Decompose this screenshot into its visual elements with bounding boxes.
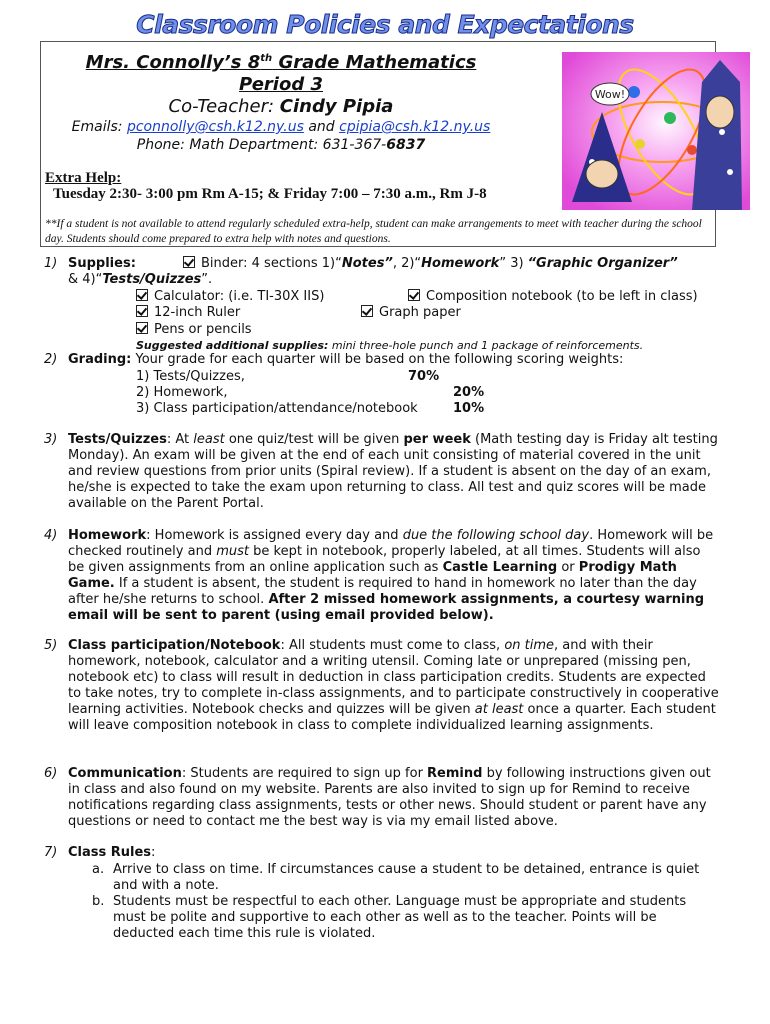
rule-marker: b. bbox=[92, 894, 105, 909]
page-title: Classroom Policies and Expectations bbox=[136, 10, 634, 39]
checkbox-icon bbox=[361, 305, 373, 317]
section-tests: 3) Tests/Quizzes: At least one quiz/test will be given per week (Math testing day is Friday alt testing Monday). An exam will be given at the end of each unit consisting of material covered in the unit and review questions from prior units (Spiral review). If a student is absent on the day of an exam, he/she is expected to take the exam upon returning to class. All test and quiz scores will be made available on the Parent Portal. bbox=[44, 432, 724, 512]
extra-help-times: Tuesday 2:30- 3:00 pm Rm A-15; & Friday 7:00 – 7:30 a.m., Rm J-8 bbox=[53, 186, 487, 202]
section-grading: 2) Grading: Your grade for each quarter will be based on the following scoring weights: 1) Tests/Quizzes, 70% 2) Homework, 20% 3) Class participation/attendance/notebook 10% bbox=[44, 352, 624, 416]
email-link-pipia[interactable]: cpipia@csh.k12.ny.us bbox=[339, 119, 491, 135]
communication-paragraph: Communication: Students are required to sign up for Remind by following instructions given out in class and also found on my website. Parents are also invited to sign up for Remind to receive notifications regarding class assignments, tests or other news. Should student or parent have any questions or need to contact me the best way is via my email listed above. bbox=[68, 766, 711, 829]
grade-item-label: 1) Tests/Quizzes, bbox=[136, 369, 245, 384]
email-link-connolly[interactable]: pconnolly@csh.k12.ny.us bbox=[126, 119, 304, 135]
supply-calculator: Calculator: (i.e. TI-30X IIS) bbox=[154, 289, 325, 304]
extra-help-note: **If a student is not available to attend regularly scheduled extra-help, student can make arrangements to meet with teacher during the school day. Students should come prepared to extra help with notes and questions. bbox=[45, 218, 702, 245]
header-box bbox=[40, 41, 716, 247]
section-participation: 5) Class participation/Notebook: All students must come to class, on time, and with their homework, notebook, calculator and a writing utensil. Coming late or unprepared (missing pen, notebook etc) to class will result in deduction in class participation credits. Students are expected to take notes, try to complete in-class assignments, and to participate constructively in cooperative learning activities. Notebook checks and quizzes will be given at least once a quarter. Each student will leave composition notebook in class to complete individualized learning assignments. bbox=[44, 638, 719, 733]
phone-line: Phone: Math Department: 631-367-6837 bbox=[136, 137, 426, 153]
checkbox-icon bbox=[183, 256, 195, 268]
extra-help-label: Extra Help: bbox=[45, 170, 122, 186]
section-rules: 7) Class Rules: a. Arrive to class on time. If circumstances cause a student to be detained, entrance is quiet and with a note. b. Students must be respectful to each other. Language must be appropriate and students must be polite and supportive to each other as well as to the teacher. Points will be deducted each time this rule is violated. bbox=[44, 845, 724, 945]
section-homework: 4) Homework: Homework is assigned every day and due the following school day. Homework will be checked routinely and must be kept in notebook, properly labeled, at all times. Students will also be given assignments from an online application such as Castle Learning or Prodigy Math Game. If a student is absent, the student is required to hand in homework no later than the day after he/she returns to school. After 2 missed homework assignments, a courtesy warning email will be sent to parent (using email provided below). bbox=[44, 528, 724, 624]
supplies-label: Supplies: bbox=[68, 256, 136, 271]
checkbox-icon bbox=[136, 322, 148, 334]
supply-pens: Pens or pencils bbox=[154, 322, 252, 337]
grade-item-label: 3) Class participation/attendance/notebook bbox=[136, 401, 418, 416]
checkbox-icon bbox=[136, 289, 148, 301]
grade-item-label: 2) Homework, bbox=[136, 385, 228, 400]
supply-composition: Composition notebook (to be left in class) bbox=[426, 289, 698, 304]
grade-item-weight: 10% bbox=[453, 401, 485, 416]
section-communication: 6) Communication: Students are required to sign up for Remind by following instructions given out in class and also found on my website. Parents are also invited to sign up for Remind to receive notifications regarding class assignments, tests or other news. Should student or parent have any questions or need to contact me the best way is via my email listed above. bbox=[44, 766, 724, 830]
participation-paragraph: Class participation/Notebook: All students must come to class, on time, and with their homework, notebook, calculator and a writing utensil. Coming late or unprepared (missing pen, notebook etc) to class will result in deduction in class participation credits. Students are expected to take notes, try to complete in-class assignments, and to participate constructively in cooperative learning activities. Notebook checks and quizzes will be given at least once a quarter. Each student will leave composition notebook in class to complete individualized learning assignments. bbox=[68, 638, 719, 733]
grading-label: Grading: bbox=[68, 352, 132, 367]
section-supplies: 1) Supplies: Binder: 4 sections 1)“Notes”, 2)“Homework” 3) “Graphic Organizer” & 4)“Tests/Quizzes”. Calculator: (i.e. TI-30X IIS) Composition notebook (to be left in class) 12-inch Ruler Graph paper Pens or pencils Suggested additional supplies: mini three-hole punch and 1 package of reinforcements. bbox=[44, 256, 698, 352]
checkbox-icon bbox=[408, 289, 420, 301]
wizard-illustration bbox=[562, 52, 750, 210]
rule-text: Students must be respectful to each other. Language must be appropriate and students must be polite and supportive to each other as well as to the teacher. Points will be deducted each time this rule is violated. bbox=[113, 894, 687, 941]
supply-graph-paper: Graph paper bbox=[379, 305, 461, 320]
rule-marker: a. bbox=[92, 862, 105, 877]
suggested-label: Suggested additional supplies: bbox=[136, 339, 329, 352]
wizard-bubble-text: Wow! bbox=[594, 88, 626, 101]
teacher-line: Mrs. Connolly’s 8th Grade Mathematics bbox=[85, 52, 477, 73]
period-line: Period 3 bbox=[238, 74, 323, 95]
homework-paragraph: Homework: Homework is assigned every day and due the following school day. Homework will be checked routinely and must be kept in notebook, properly labeled, at all times. Students will also be given assignments from an online application such as Castle Learning or Prodigy Math Game. If a student is absent, the student is required to hand in homework no later than the day after he/she returns to school. After 2 missed homework assignments, a courtesy warning email will be sent to parent (using email provided below). bbox=[68, 528, 714, 623]
emails-line: Emails: pconnolly@csh.k12.ny.us and cpipia@csh.k12.ny.us bbox=[71, 119, 491, 135]
coteacher-line: Co-Teacher: Cindy Pipia bbox=[168, 96, 394, 117]
tests-paragraph: Tests/Quizzes: At least one quiz/test will be given per week (Math testing day is Friday alt testing Monday). An exam will be given at the end of each unit consisting of material covered in the unit and review questions from prior units (Spiral review). If a student is absent on the day of an exam, he/she is expected to take the exam upon returning to class. All test and quiz scores will be made available on the Parent Portal. bbox=[68, 432, 718, 511]
rule-text: Arrive to class on time. If circumstances cause a student to be detained, entrance is quiet and with a note. bbox=[113, 862, 700, 893]
checkbox-icon bbox=[136, 305, 148, 317]
grade-item-weight: 20% bbox=[453, 385, 485, 400]
rules-label: Class Rules bbox=[68, 845, 152, 860]
grade-item-weight: 70% bbox=[408, 369, 440, 384]
supply-ruler: 12-inch Ruler bbox=[154, 305, 241, 320]
